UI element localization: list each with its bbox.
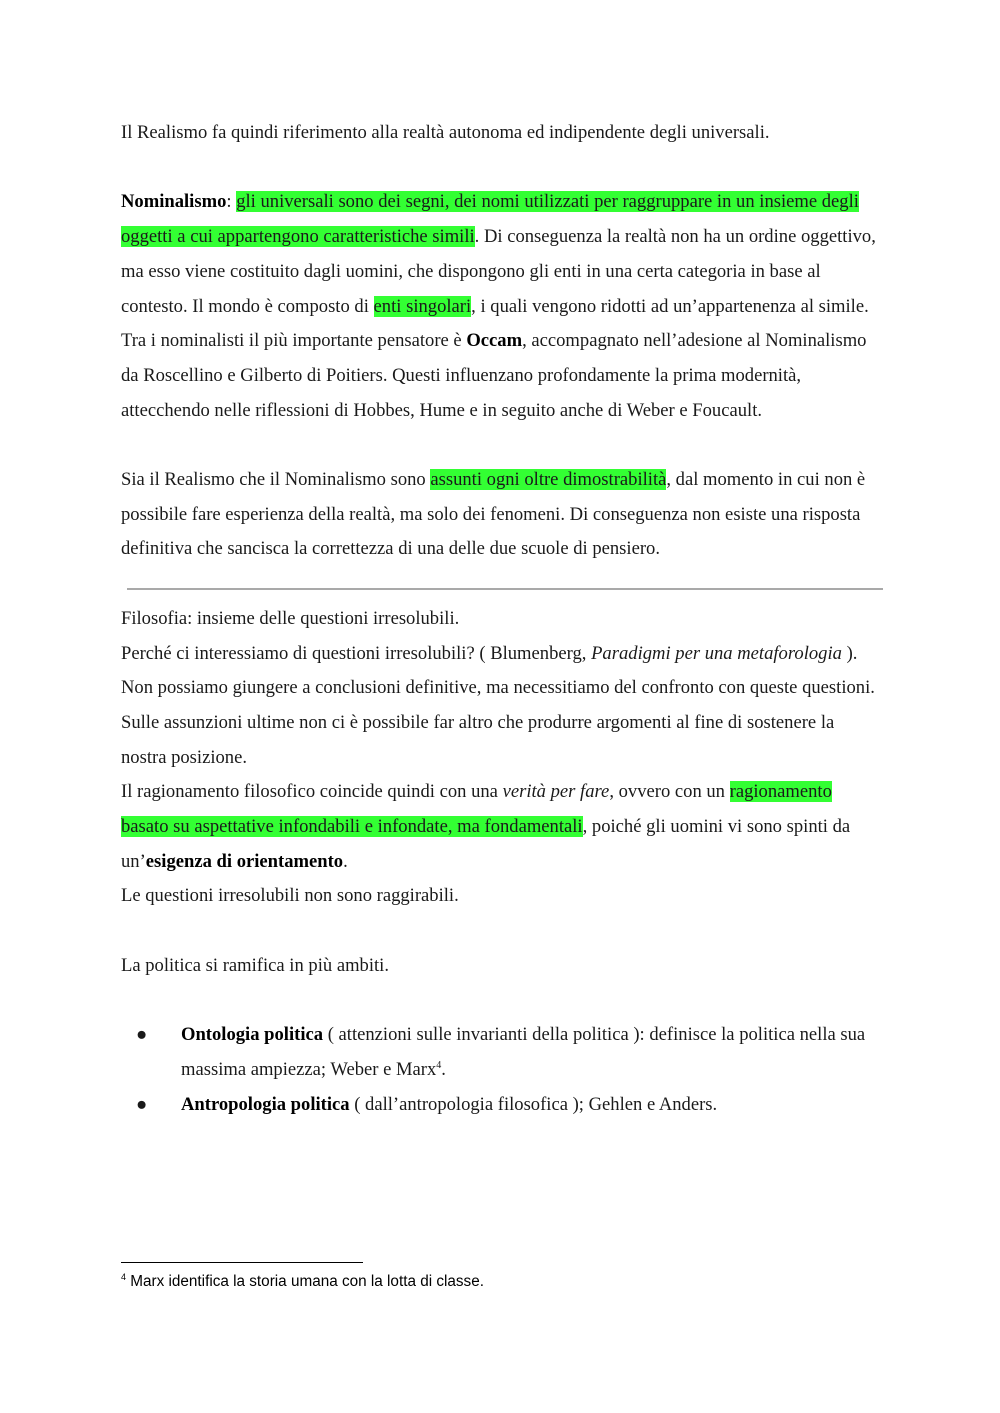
book-title: Paradigmi per una metaforologia [591, 642, 842, 664]
paragraph-ragionamento: Il ragionamento filosofico coincide quindi con una verità per fare, ovvero con un ragionamento basato su aspettative infondabili e infondate, ma fondamentali, poiché gli uomini vi sono spinti da un’esigenza di orientamento. [121, 781, 851, 872]
footnote-separator [121, 1262, 363, 1263]
section-divider [121, 567, 883, 602]
paragraph-nominalisti: Tra i nominalisti il più importante pensatore è Occam, accompagnato nell’adesione al Nominalismo da Roscellino e Gilberto di Poitiers. Questi influenzano profondamente la prima modernità, attecchendo nelle riflessioni di Hobbes, Hume e in seguito anche di Weber e Foucault. [121, 330, 867, 421]
term-occam: Occam [466, 330, 523, 352]
footnote: $^4$ Marx identifica la storia umana con la lotta di classe. [121, 1271, 484, 1290]
highlight-enti-singolari: enti singolari [373, 295, 472, 317]
page-body [121, 116, 883, 1122]
footnote-number: 4 [121, 1271, 127, 1282]
list-item: ● Antropologia politica ( dall’antropologia filosofica ); Gehlen e Anders. [121, 1088, 883, 1123]
spacer [121, 984, 883, 1019]
spacer [121, 914, 883, 949]
paragraph-non-possiamo: Non possiamo giungere a conclusioni definitive, ma necessitiamo del confronto con queste questioni. Sulle assunzioni ultime non ci è possibile far altro che produrre argomenti al fine di sostenere la nostra posizione. [121, 677, 875, 768]
footnote-reference[interactable]: 4 [436, 1059, 442, 1071]
term-antropologia-politica: Antropologia politica [181, 1093, 350, 1115]
bullet-icon: ● [136, 1024, 148, 1046]
paragraph-nominalismo: Nominalismo: gli universali sono dei segni, dei nomi utilizzati per raggruppare in un insieme degli oggetti a cui appartengono caratteristiche simili. Di conseguenza la realtà non ha un ordine oggettivo, ma esso viene costituito dagli uomini, che dispongono gli enti in una certa categoria in base al contesto. Il mondo è composto di enti singolari, i quali vengono ridotti ad un’appartenenza al simile. [121, 191, 876, 317]
paragraph-perche: Perché ci interessiamo di questioni irresolubili? ( Blumenberg, Paradigmi per una metaforologia ). [121, 642, 858, 664]
italic-verita-per-fare: verità per fare [502, 781, 610, 803]
spacer [121, 428, 883, 463]
term-esigenza: esigenza di orientamento [145, 850, 344, 872]
term-nominalismo: Nominalismo [121, 191, 227, 213]
paragraph-realismo-nominalismo: Sia il Realismo che il Nominalismo sono assunti ogni oltre dimostrabilità, dal momento in cui non è possibile fare esperienza della realtà, ma solo dei fenomeni. Di conseguenza non esiste una risposta definitiva che sancisca la correttezza di una delle due scuole di pensiero. [121, 469, 866, 560]
term-ontologia-politica: Ontologia politica [181, 1024, 324, 1046]
spacer [121, 151, 883, 186]
paragraph-realismo: Il Realismo fa quindi riferimento alla realtà autonoma ed indipendente degli universali. [121, 122, 770, 143]
highlight-assunti: assunti ogni oltre dimostrabilità [430, 469, 667, 490]
paragraph-politica: La politica si ramifica in più ambiti. [121, 954, 389, 976]
bullet-icon: ● [136, 1093, 148, 1115]
paragraph-questioni: Le questioni irresolubili non sono raggirabili. [121, 885, 459, 907]
highlight-universali: gli universali sono dei segni, dei nomi utilizzati per raggruppare in un insieme degli oggetti a cui appartengono caratteristiche simili [121, 191, 859, 248]
list-item: ● Ontologia politica ( attenzioni sulle invarianti della politica ): definisce la politica nella sua massima ampiezza; Weber e Marx$^4$. [121, 1018, 883, 1087]
bullet-list [121, 1018, 883, 1122]
paragraph-filosofia: Filosofia: insieme delle questioni irresolubili. [121, 607, 460, 629]
highlight-ragionamento: ragionamento basato su aspettative infondabili e infondate, ma fondamentali [121, 781, 832, 838]
horizontal-rule [127, 588, 883, 590]
